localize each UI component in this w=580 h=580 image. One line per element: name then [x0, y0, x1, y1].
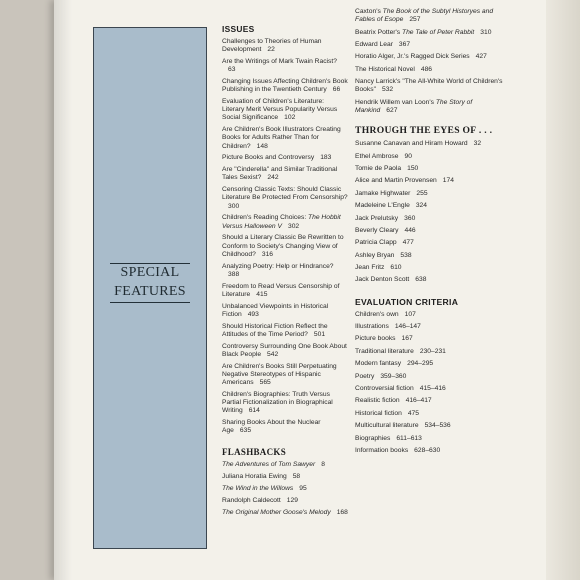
evaluation-criteria-entry [355, 348, 503, 356]
entry-text: Ashley Bryan [355, 251, 395, 259]
page-number: 302 [287, 222, 300, 230]
issues-entry [222, 419, 348, 435]
entry-text: The Historical Novel [355, 65, 415, 73]
issues-list [222, 38, 348, 435]
page-number: 534–536 [424, 422, 451, 430]
page-number: 367 [398, 40, 411, 48]
entry-text: Susanne Canavan and Hiram Howard [355, 140, 468, 148]
through-the-eyes-entry [355, 215, 503, 223]
page-number: 107 [404, 310, 416, 318]
page-number: 628–630 [414, 446, 441, 454]
evaluation-criteria-entry [355, 385, 503, 393]
page-number: 183 [320, 154, 332, 162]
page-number: 168 [336, 508, 348, 516]
entry-text: Changing Issues Affecting Children's Book Publishing in the Twentieth Century [222, 78, 348, 94]
page-number: 388 [228, 270, 240, 278]
entry-text: Edward Lear [355, 40, 393, 48]
issues-entry [222, 363, 348, 388]
entry-text: Historical fiction [355, 409, 402, 417]
page-number: 486 [420, 65, 433, 73]
through-the-eyes-entry [355, 177, 503, 185]
flashback-entry [222, 497, 348, 505]
right-column [355, 8, 503, 459]
page-number: 8 [321, 461, 325, 469]
issues-entry [222, 154, 348, 162]
page-number: 300 [228, 202, 240, 210]
page-number: 627 [386, 106, 398, 114]
page-number: 167 [401, 335, 413, 343]
evaluation-criteria-entry [355, 397, 503, 405]
page-number: 310 [480, 28, 492, 36]
entry-text: Madeleine L'Engle [355, 202, 410, 210]
entry-title: The Book of the Subtyl Historyes and Fables of Esope [355, 8, 494, 24]
through-the-eyes-entry [355, 227, 503, 235]
entry-text: Beatrix Potter's [355, 28, 402, 36]
entry-text: Beverly Cleary [355, 226, 399, 234]
flashback-entry [355, 41, 503, 49]
entry-text: Jean Fritz [355, 264, 385, 272]
entry-text: Are Children's Book Illustrators Creating Books for Adults Rather Than for Children? [222, 126, 341, 150]
page-number: 66 [332, 86, 341, 94]
entry-text: Information books [355, 446, 409, 454]
entry-text: Challenges to Theories of Human Development [222, 38, 322, 54]
issues-entry [222, 391, 348, 416]
page-number: 501 [313, 330, 326, 338]
evaluation-criteria-entry [355, 447, 503, 455]
entry-text: Analyzing Poetry: Help or Hindrance? [222, 262, 334, 270]
issues-entry [222, 343, 348, 359]
flashback-entry [355, 66, 503, 74]
page-number: 477 [402, 239, 414, 247]
issues-entry [222, 166, 348, 182]
through-the-eyes-list [355, 140, 503, 285]
entry-text: Controversy Surrounding One Book About Black People [222, 342, 347, 358]
entry-text: Children's Biographies: Truth Versus Partial Fictionalization in Biographical Writing [222, 390, 333, 415]
page-number: 493 [247, 310, 259, 318]
left-column [222, 24, 348, 520]
page-number: 316 [261, 250, 274, 258]
issues-entry [222, 98, 348, 123]
flashback-entry [355, 53, 503, 61]
through-the-eyes-entry [355, 202, 503, 210]
through-the-eyes-entry [355, 276, 503, 284]
evaluation-criteria-entry [355, 422, 503, 430]
page-number: 257 [409, 16, 421, 24]
through-the-eyes-heading: THROUGH THE EYES OF . . . [355, 125, 493, 137]
entry-text: Children's own [355, 310, 399, 318]
flashbacks-list [222, 461, 348, 516]
entry-text: Traditional literature [355, 347, 414, 355]
flashback-entry [222, 509, 348, 517]
entry-text: Controversial fiction [355, 385, 414, 392]
flashbacks-continued-list [355, 8, 503, 115]
panel-bottom-rule [110, 302, 190, 303]
entry-title: The Wind in the Willows [222, 485, 294, 493]
evaluation-criteria-entry [355, 311, 503, 319]
entry-text: Alice and Martin Provensen [355, 177, 437, 185]
flashback-entry [222, 473, 348, 481]
issues-entry [222, 186, 348, 211]
entry-text: Sharing Books About the Nuclear Age [222, 419, 321, 435]
evaluation-criteria-entry [355, 373, 503, 381]
issues-entry [222, 234, 348, 259]
entry-title: The Adventures of Tom Sawyer [222, 461, 316, 469]
issues-entry [222, 303, 348, 319]
page-number: 324 [415, 202, 427, 210]
page-number: 415 [256, 290, 268, 298]
page-number: 150 [407, 164, 419, 172]
page-number: 635 [239, 427, 252, 435]
page-number: 475 [407, 409, 419, 417]
page-number: 611–613 [396, 434, 422, 442]
page-number: 32 [473, 140, 482, 148]
page-number: 174 [442, 177, 454, 185]
issues-entry [222, 126, 348, 151]
entry-text: Jamake Highwater [355, 189, 411, 197]
entry-text: Poetry [355, 372, 375, 380]
entry-text: Unbalanced Viewpoints in Historical Fiction [222, 302, 329, 318]
entry-text: Should a Literary Classic Be Rewritten to Conform to Society's Changing View of Childhood? [222, 234, 344, 258]
entry-text: Illustrations [355, 323, 389, 331]
issues-entry [222, 323, 348, 339]
page-number: 22 [267, 46, 275, 54]
issues-entry [222, 78, 348, 94]
page-number: 359–360 [380, 372, 407, 380]
page-number: 242 [267, 174, 279, 182]
issues-entry [222, 214, 348, 230]
page-number: 129 [286, 496, 298, 504]
flashback-entry [355, 78, 503, 94]
page-number: 148 [256, 142, 268, 150]
through-the-eyes-entry [355, 264, 503, 272]
entry-text: Hendrik Willem van Loon's [355, 98, 436, 106]
page-number: 565 [259, 379, 271, 387]
flashback-entry [222, 485, 348, 493]
page-number: 532 [381, 86, 394, 94]
entry-text: Picture books [355, 335, 396, 343]
flashback-entry [355, 99, 503, 115]
page-number: 446 [404, 226, 416, 234]
evaluation-criteria-entry [355, 335, 503, 343]
page-number: 294–295 [407, 360, 434, 368]
flashback-entry [222, 461, 348, 469]
page-number: 90 [404, 152, 412, 160]
entry-title: The Tale of Peter Rabbit [402, 28, 475, 36]
evaluation-criteria-list [355, 311, 503, 456]
page-number: 638 [415, 276, 427, 284]
special-features-panel [93, 27, 207, 549]
page-number: 542 [267, 350, 279, 358]
entry-text: Censoring Classic Texts: Should Classic Literature Be Protected From Censorship? [222, 186, 348, 202]
page-number: 95 [299, 485, 307, 493]
flashback-entry [355, 8, 503, 24]
entry-title: The Story of Mankind [355, 98, 473, 114]
entry-text: Randolph Caldecott [222, 496, 281, 504]
issues-heading: ISSUES [222, 24, 255, 34]
page-number: 58 [292, 473, 301, 481]
entry-text: Children's Reading Choices: [222, 214, 309, 222]
entry-title: The Original Mother Goose's Melody [222, 508, 331, 516]
entry-text: Picture Books and Controversy [222, 154, 315, 162]
entry-text: Nancy Larrick's "The All-White World of Children's Books" [355, 78, 503, 94]
panel-title-line2: FEATURES [114, 284, 186, 299]
entry-text: Are the Writings of Mark Twain Racist? [222, 58, 337, 65]
through-the-eyes-entry [355, 239, 503, 247]
page-number: 614 [248, 407, 260, 415]
entry-text: Multicultural literature [355, 422, 419, 430]
entry-title: The Hobbit Versus Halloween V [222, 214, 341, 230]
page-number: 416–417 [405, 397, 432, 405]
evaluation-criteria-entry [355, 360, 503, 368]
flashback-entry [355, 29, 503, 37]
page-number: 255 [416, 189, 428, 197]
entry-text: Jack Prelutsky [355, 214, 399, 222]
page-edge [546, 0, 580, 580]
page-number: 538 [400, 251, 412, 259]
through-the-eyes-entry [355, 190, 503, 198]
entry-text: Are "Cinderella" and Similar Traditional Tales Sexist? [222, 166, 338, 182]
entry-text: Juliana Horatia Ewing [222, 473, 287, 481]
page-number: 230–231 [419, 347, 446, 355]
entry-text: Caxton's [355, 8, 383, 15]
entry-text: Are Children's Books Still Perpetuating Negative Stereotypes of Hispanic Americans [222, 362, 337, 387]
page-number: 63 [228, 66, 236, 74]
page-number: 360 [404, 214, 416, 222]
entry-text: Tomie de Paola [355, 164, 402, 172]
through-the-eyes-entry [355, 165, 503, 173]
entry-text: Jack Denton Scott [355, 276, 410, 284]
page-number: 102 [284, 114, 296, 122]
through-the-eyes-entry [355, 153, 503, 161]
entry-text: Should Historical Fiction Reflect the Attitudes of the Time Period? [222, 322, 328, 338]
evaluation-criteria-heading: EVALUATION CRITERIA [355, 296, 459, 307]
entry-text: Realistic fiction [355, 397, 400, 405]
entry-text: Horatio Alger, Jr.'s Ragged Dick Series [355, 53, 470, 61]
panel-top-rule [110, 263, 190, 264]
page-number: 610 [390, 264, 402, 272]
evaluation-criteria-entry [355, 435, 503, 443]
entry-text: Evaluation of Children's Literature: Literary Merit Versus Popularity Versus Social Significance [222, 98, 338, 122]
issues-entry [222, 38, 348, 54]
issues-entry [222, 283, 348, 299]
issues-entry [222, 263, 348, 279]
page-number: 427 [475, 53, 487, 61]
issues-entry [222, 58, 348, 74]
entry-text: Freedom to Read Versus Censorship of Literature [222, 282, 340, 298]
page-number: 415–416 [419, 385, 446, 392]
flashbacks-heading: FLASHBACKS [222, 447, 287, 458]
entry-text: Biographies [355, 434, 391, 442]
entry-text: Patricia Clapp [355, 239, 397, 247]
evaluation-criteria-entry [355, 410, 503, 418]
entry-text: Ethel Ambrose [355, 152, 399, 160]
spine-shadow [54, 0, 72, 580]
page-number: 146–147 [394, 323, 421, 331]
entry-text: Modern fantasy [355, 360, 402, 368]
through-the-eyes-entry [355, 140, 503, 148]
panel-title-line1: SPECIAL [120, 265, 180, 280]
through-the-eyes-entry [355, 252, 503, 260]
evaluation-criteria-entry [355, 323, 503, 331]
